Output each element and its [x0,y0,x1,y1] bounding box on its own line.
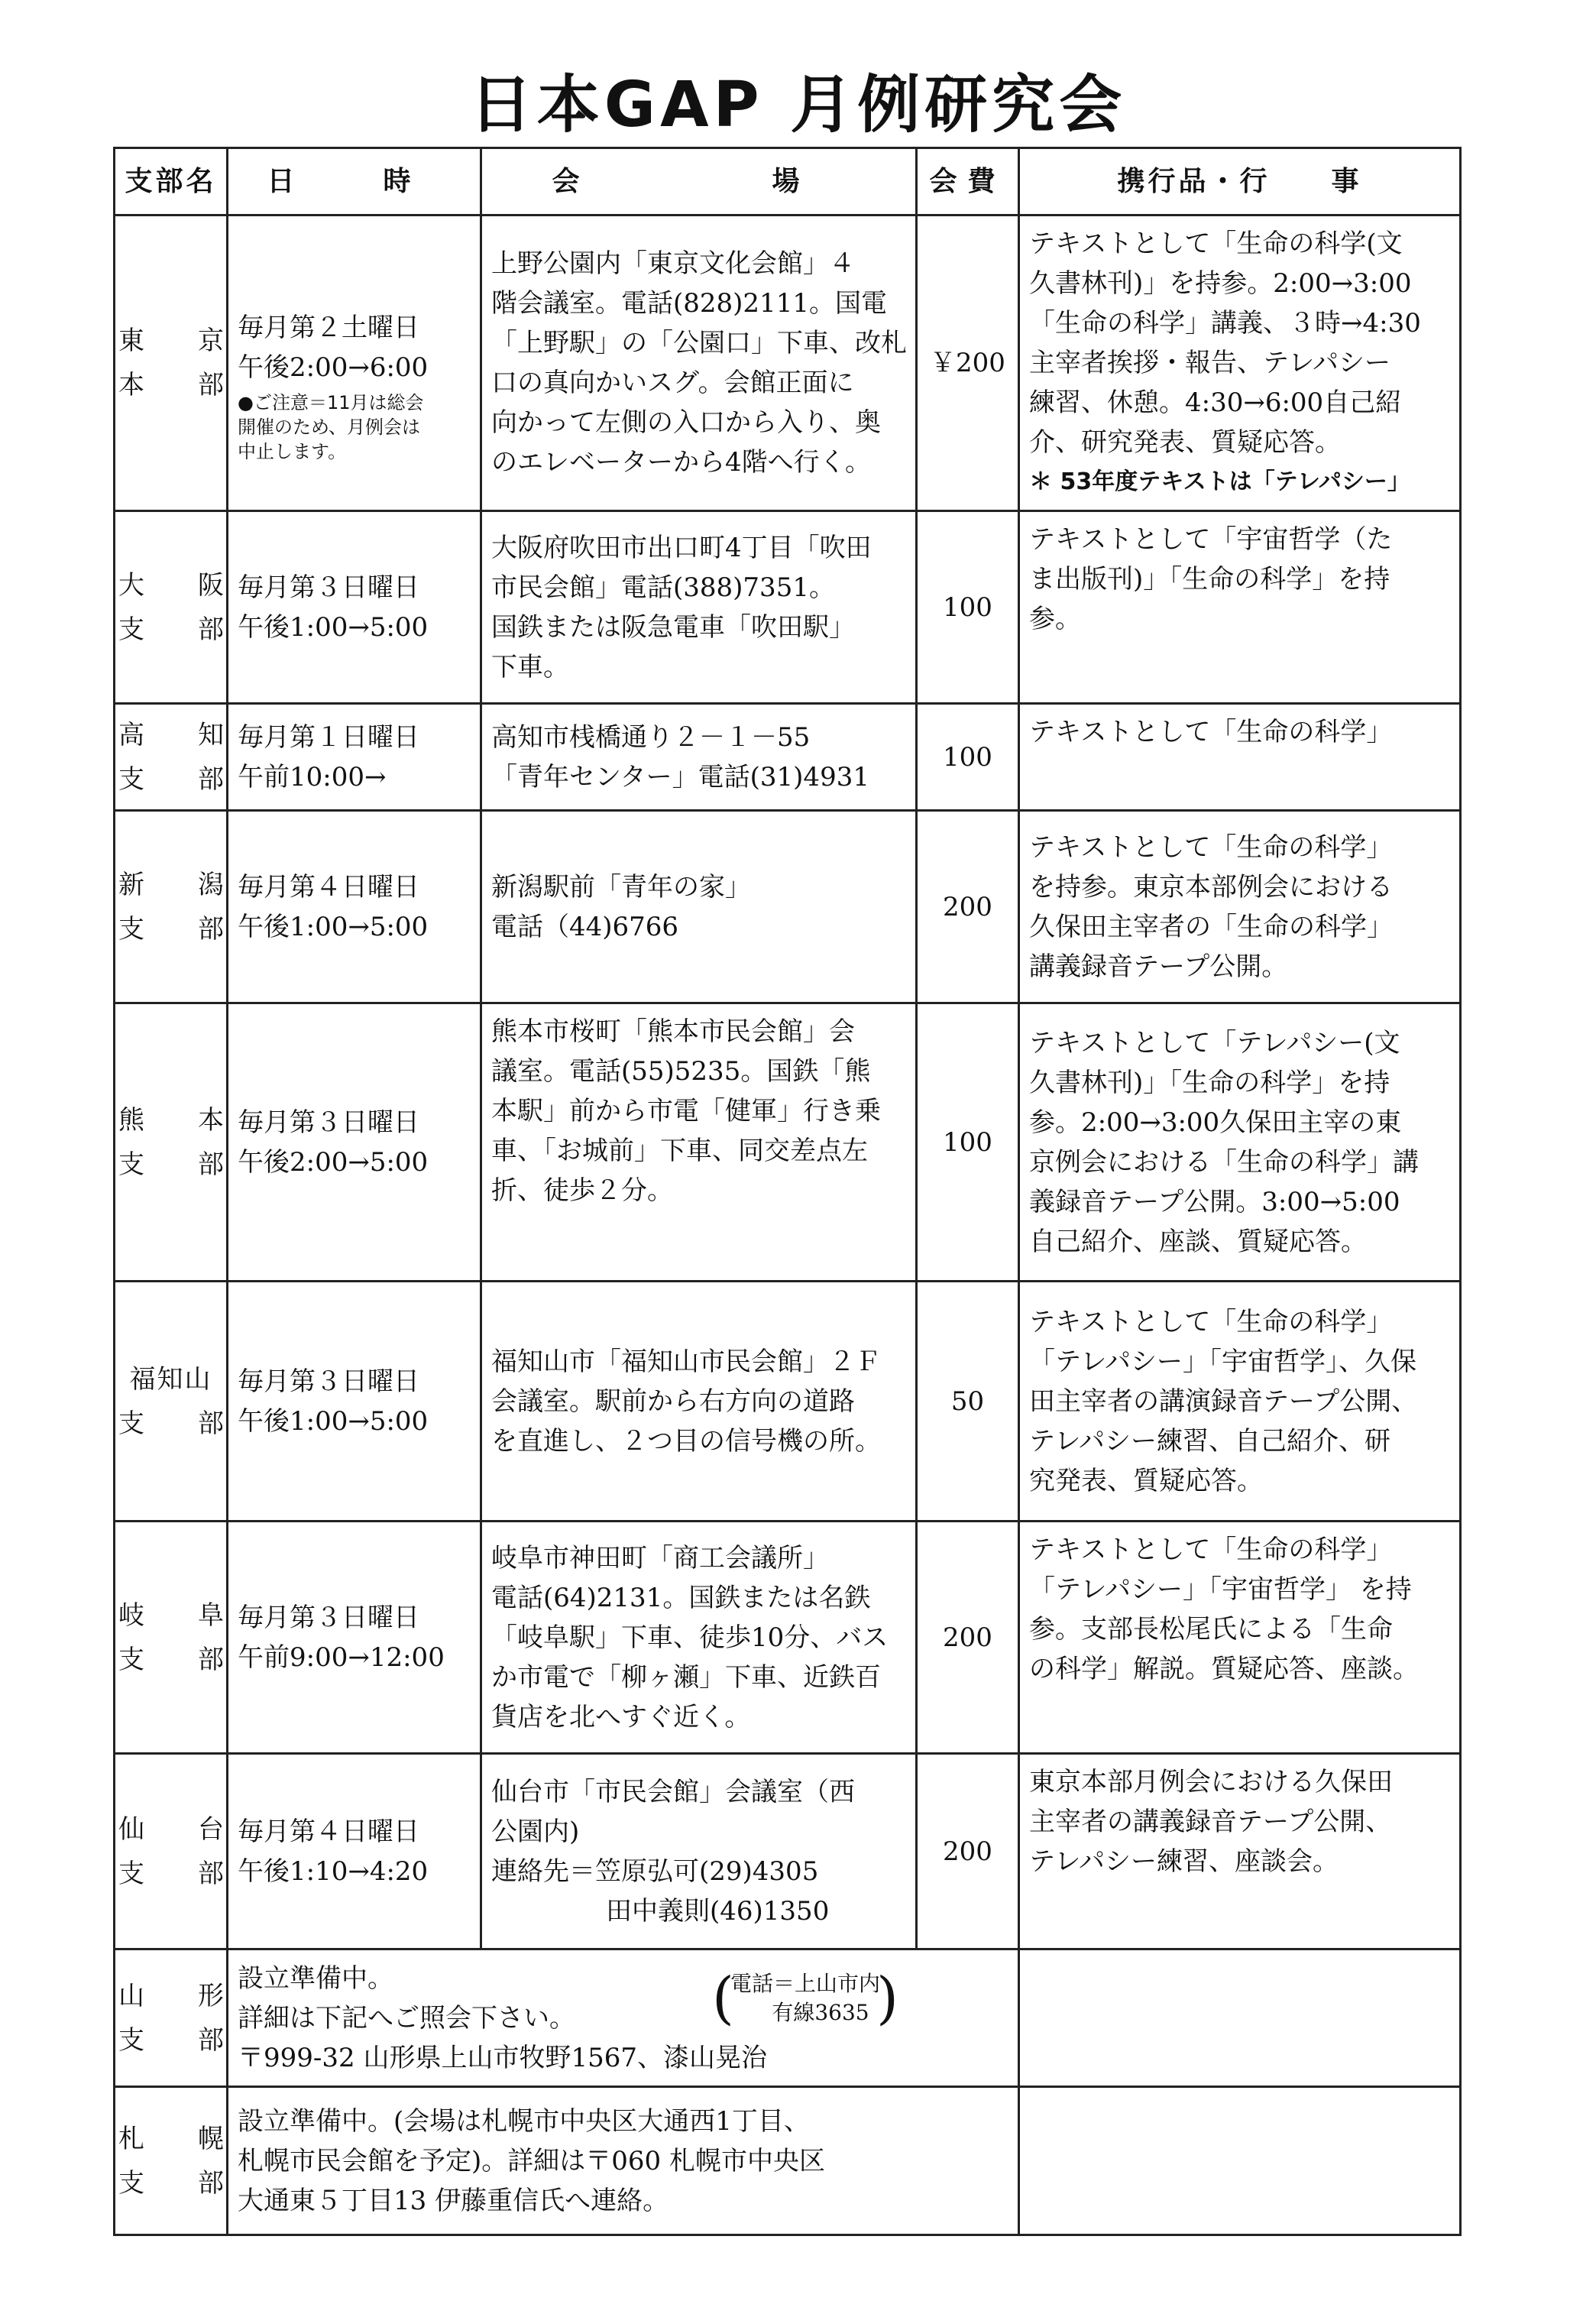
branch-cell: 新 潟 支 部 [115,811,228,1003]
table-row [115,704,1461,811]
yamagata-info-cell: 設立準備中。 詳細は下記へご照会下さい。 〒999-32 山形県上山市牧野1567、漆山晃治 ( 電話＝上山市内 有線3635 ) [228,1949,1019,2087]
fee-cell: 50 [917,1282,1019,1522]
date-cell: 毎月第１日曜日 午前10:00→ [228,704,481,811]
header-datetime: 日 時 [228,148,481,216]
table-row [115,1282,1461,1522]
table-row [115,1522,1461,1754]
table-row [115,1949,1461,2087]
items-cell: テキストとして「宇宙哲学（た ま出版刊)」「生命の科学」を持 参。 [1019,511,1461,704]
date-cell: 毎月第４日曜日 午後1:10→4:20 [228,1754,481,1949]
fee-cell: 200 [917,1754,1019,1949]
text-note: ＊ 53年度テキストは「テレパシー」 [1029,468,1410,495]
table-row [115,1003,1461,1282]
branch-cell: 大 阪 支 部 [115,511,228,704]
date-cell: 毎月第３日曜日 午後1:00→5:00 [228,511,481,704]
branch-cell: 熊 本 支 部 [115,1003,228,1282]
fee-cell: 100 [917,704,1019,811]
venue-cell: 高知市桟橋通り２－１－55 「青年センター」電話(31)4931 [481,704,917,811]
fee-cell: ￥200 [917,216,1019,511]
date-cell: 毎月第２土曜日 午後2:00→6:00 ●ご注意＝11月は総会 開催のため、月例会は 中止します。 [228,216,481,511]
date-cell: 毎月第３日曜日 午前9:00→12:00 [228,1522,481,1754]
items-cell: テキストとして「生命の科学」 [1019,704,1461,811]
items-cell: 東京本部月例会における久保田 主宰者の講義録音テープ公開、 テレパシー練習、座談会。 [1019,1754,1461,1949]
branch-cell: 岐 阜 支 部 [115,1522,228,1754]
schedule-table [113,147,1462,2236]
date-cell: 毎月第４日曜日 午後1:00→5:00 [228,811,481,1003]
items-cell: テキストとして「生命の科学」 「テレパシー」「宇宙哲学」、久保 田主宰者の講演録音テープ公開、 テレパシー練習、自己紹介、研 究発表、質疑応答。 [1019,1282,1461,1522]
table-row [115,1754,1461,1949]
fee-cell: 100 [917,511,1019,704]
branch-cell: 高 知 支 部 [115,704,228,811]
table-row [115,216,1461,511]
fee-cell: 100 [917,1003,1019,1282]
sapporo-info-cell: 設立準備中。(会場は札幌市中央区大通西1丁目、 札幌市民会館を予定)。詳細は〒060 札幌市中央区 大通東５丁目13 伊藤重信氏へ連絡。 [228,2087,1019,2235]
items-cell: テキストとして「生命の科学(文 久書林刊)」を持参。2:00→3:00 「生命の科学」講義、３時→4:30 主宰者挨拶・報告、テレパシー 練習、休憩。4:30→6:00自己紹 介、研究発表、質疑応答。 ＊ 53年度テキストは「テレパシー」 [1019,216,1461,511]
header-branch: 支部名 [115,148,228,216]
venue-cell: 大阪府吹田市出口町4丁目「吹田 市民会館」電話(388)7351。 国鉄または阪急電車「吹田駅」 下車。 [481,511,917,704]
venue-cell: 熊本市桜町「熊本市民会館」会 議室。電話(55)5235。国鉄「熊 本駅」前から市電「健軍」行き乗 車、「お城前」下車、同交差点左 折、徒歩２分。 [481,1003,917,1282]
header-fee: 会費 [917,148,1019,216]
date-cell: 毎月第３日曜日 午後1:00→5:00 [228,1282,481,1522]
empty-items-cell [1019,1949,1461,2087]
branch-cell: 福知山 支 部 [115,1282,228,1522]
date-cell: 毎月第３日曜日 午後2:00→5:00 [228,1003,481,1282]
venue-cell: 岐阜市神田町「商工会議所」 電話(64)2131。国鉄または名鉄 「岐阜駅」下車、徒歩10分、バス か市電で「柳ヶ瀬」下車、近鉄百 貨店を北へすぐ近く。 [481,1522,917,1754]
items-cell: テキストとして「生命の科学」 「テレパシー」「宇宙哲学」 を持 参。支部長松尾氏による「生命 の科学」解説。質疑応答、座談。 [1019,1522,1461,1754]
phone-note: ( 電話＝上山市内 有線3635 ) [717,1969,894,2027]
branch-cell: 山 形 支 部 [115,1949,228,2087]
header-items: 携行品・行 事 [1019,148,1461,216]
venue-cell: 福知山市「福知山市民会館」２Ｆ 会議室。駅前から右方向の道路 を直進し、２つ目の信号機の所。 [481,1282,917,1522]
page-title: 日本GAP 月例研究会 [469,69,1127,141]
table-row [115,2087,1461,2235]
table-row [115,811,1461,1003]
venue-cell: 新潟駅前「青年の家」 電話（44)6766 [481,811,917,1003]
branch-cell: 仙 台 支 部 [115,1754,228,1949]
header-venue: 会 場 [481,148,917,216]
notice-text: ●ご注意＝11月は総会 開催のため、月例会は 中止します。 [238,392,424,462]
branch-cell: 東 京 本 部 [115,216,228,511]
table-row [115,511,1461,704]
empty-items-cell [1019,2087,1461,2235]
fee-cell: 200 [917,811,1019,1003]
fee-cell: 200 [917,1522,1019,1754]
venue-cell: 仙台市「市民会館」会議室（西 公園内) 連絡先＝笠原弘可(29)4305 田中義則(46)1350 [481,1754,917,1949]
venue-cell: 上野公園内「東京文化会館」４ 階会議室。電話(828)2111。国電 「上野駅」の「公園口」下車、改札 口の真向かいスグ。会館正面に 向かって左側の入口から入り、奥 のエレベーターから4階へ行く。 [481,216,917,511]
items-cell: テキストとして「テレパシー(文 久書林刊)」「生命の科学」を持 参。2:00→3:00久保田主宰の東 京例会における「生命の科学」講 義録音テープ公開。3:00→5:00 自己紹介、座談、質疑応答。 [1019,1003,1461,1282]
items-cell: テキストとして「生命の科学」 を持参。東京本部例会における 久保田主宰者の「生命の科学」 講義録音テープ公開。 [1019,811,1461,1003]
branch-cell: 札 幌 支 部 [115,2087,228,2235]
header-row [115,148,1461,216]
